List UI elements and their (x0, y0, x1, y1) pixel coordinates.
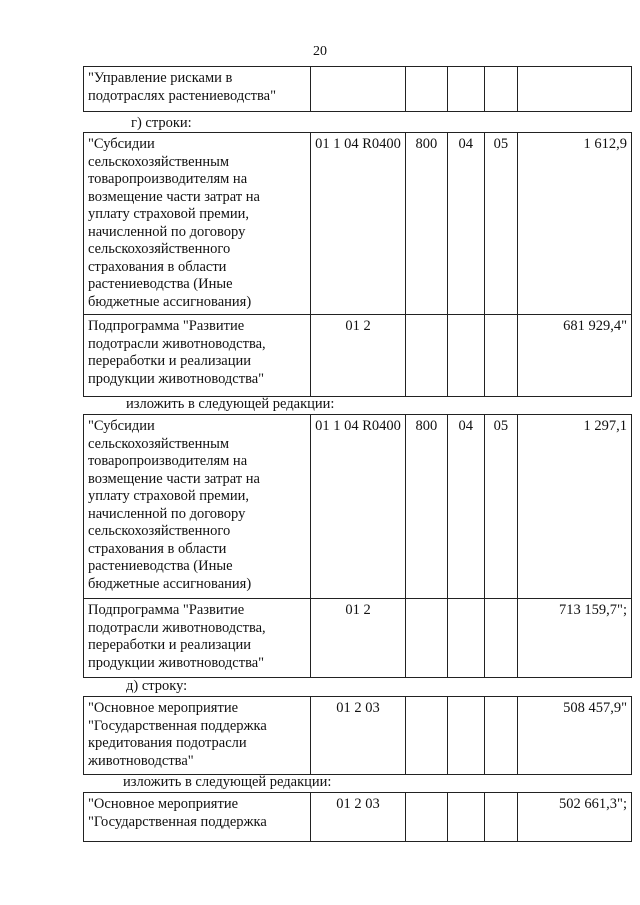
table-row (84, 133, 632, 315)
amount-cell: 502 661,3"; (518, 793, 632, 842)
amount-cell: 1 612,9 (518, 133, 632, 315)
budget-table (83, 696, 632, 775)
section-cell (447, 697, 484, 775)
table-row (84, 793, 632, 842)
amount-cell (518, 67, 632, 112)
table-row (84, 415, 632, 599)
section-caption: изложить в следующей редакции: (123, 774, 332, 790)
section-caption: г) строки: (131, 115, 192, 131)
budget-table (83, 414, 632, 678)
expense-type-cell (406, 793, 447, 842)
name-cell: "Основное мероприятие "Государственная поддержка кредитования подотрасли животноводства" (84, 697, 311, 775)
page-number: 20 (313, 44, 327, 59)
amount-cell: 681 929,4" (518, 315, 632, 397)
section-cell: 04 (447, 415, 484, 599)
subsection-cell: 05 (484, 133, 517, 315)
subsection-cell (484, 67, 517, 112)
amount-cell: 1 297,1 (518, 415, 632, 599)
section-cell (447, 793, 484, 842)
name-cell: "Субсидии сельскохозяйственным товаропроизводителям на возмещение части затрат на уплату страховой премии, начисленной по договору сельскохозяйственного страхования в области растениеводства (Иные бюджетные ассигнования) (84, 415, 311, 599)
expense-type-cell (406, 599, 447, 678)
section-caption: изложить в следующей редакции: (126, 396, 335, 412)
table-row (84, 599, 632, 678)
section-caption: д) строку: (126, 678, 188, 694)
name-cell: Подпрограмма "Развитие подотрасли животноводства, переработки и реализации продукции животноводства" (84, 599, 311, 678)
table-row (84, 67, 632, 112)
name-cell: "Субсидии сельскохозяйственным товаропроизводителям на возмещение части затрат на уплату страховой премии, начисленной по договору сельскохозяйственного страхования в области растениеводства (Иные бюджетные ассигнования) (84, 133, 311, 315)
code-cell: 01 2 (310, 599, 405, 678)
expense-type-cell: 800 (406, 415, 447, 599)
amount-cell: 508 457,9" (518, 697, 632, 775)
subsection-cell (484, 315, 517, 397)
subsection-cell (484, 793, 517, 842)
code-cell: 01 1 04 R0400 (310, 415, 405, 599)
amount-cell: 713 159,7"; (518, 599, 632, 678)
subsection-cell (484, 697, 517, 775)
table-row (84, 697, 632, 775)
subsection-cell (484, 599, 517, 678)
table-row (84, 315, 632, 397)
section-cell (447, 315, 484, 397)
code-cell: 01 1 04 R0400 (310, 133, 405, 315)
budget-table (83, 66, 632, 112)
name-cell: "Основное мероприятие "Государственная поддержка (84, 793, 311, 842)
name-cell: "Управление рисками в подотраслях растениеводства" (84, 67, 311, 112)
code-cell: 01 2 03 (310, 697, 405, 775)
code-cell: 01 2 (310, 315, 405, 397)
section-cell (447, 67, 484, 112)
budget-table (83, 792, 632, 842)
expense-type-cell (406, 697, 447, 775)
expense-type-cell: 800 (406, 133, 447, 315)
expense-type-cell (406, 67, 447, 112)
section-cell (447, 599, 484, 678)
subsection-cell: 05 (484, 415, 517, 599)
expense-type-cell (406, 315, 447, 397)
code-cell: 01 2 03 (310, 793, 405, 842)
code-cell (310, 67, 405, 112)
budget-table (83, 132, 632, 397)
section-cell: 04 (447, 133, 484, 315)
name-cell: Подпрограмма "Развитие подотрасли животноводства, переработки и реализации продукции животноводства" (84, 315, 311, 397)
